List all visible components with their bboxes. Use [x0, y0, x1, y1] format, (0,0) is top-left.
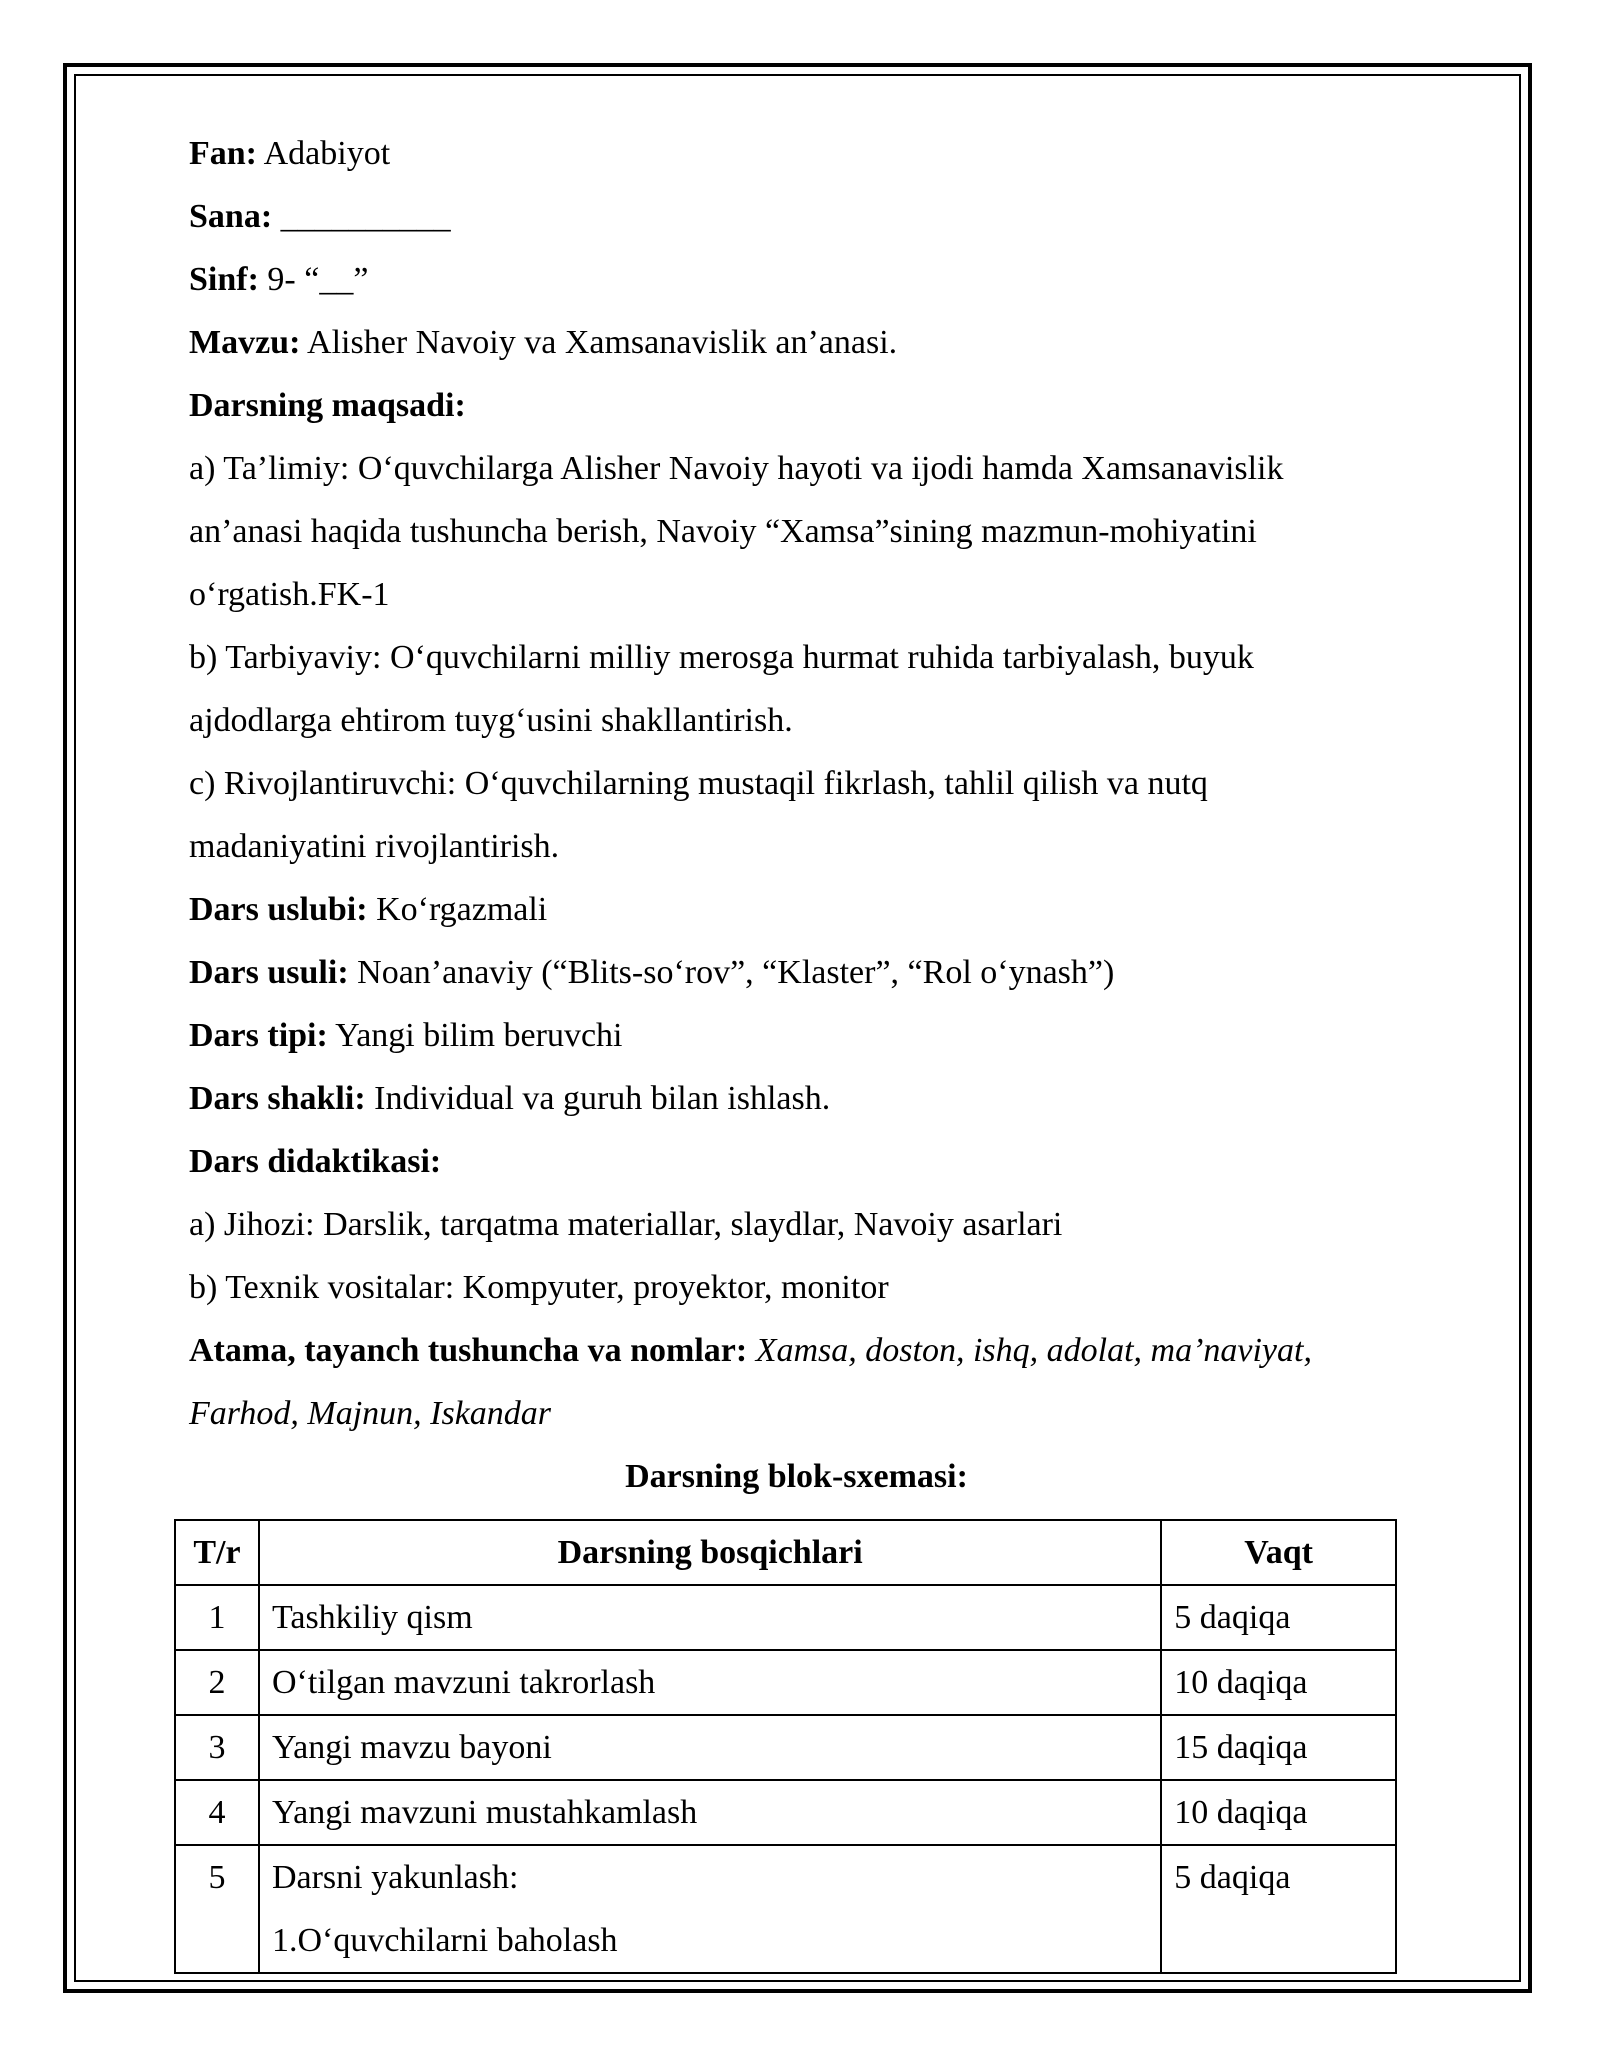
dars-shakli-label: Dars shakli:: [189, 1080, 366, 1117]
dars-tipi-value: Yangi bilim beruvchi: [327, 1017, 623, 1054]
table-row: [175, 1780, 1396, 1845]
dars-tipi-line: [189, 1004, 1404, 1067]
row-stage-cell: [259, 1845, 1161, 1973]
row-stage: Yangi mavzu bayoni: [259, 1715, 1161, 1780]
sana-value: __________: [272, 198, 451, 235]
atama-value-continued: Farhod, Majnun, Iskandar: [189, 1395, 552, 1432]
maqsad-line: an’anasi haqida tushuncha berish, Navoiy “Xamsa”sining mazmun-mohiyatini: [189, 513, 1257, 550]
row-time: 10 daqiqa: [1161, 1650, 1396, 1715]
dars-shakli-value: Individual va guruh bilan ishlash.: [365, 1080, 831, 1117]
maqsad-line: ajdodlarga ehtirom tuyg‘usini shakllantirish.: [189, 702, 793, 739]
row-time: 5 daqiqa: [1161, 1845, 1396, 1973]
dars-usuli-label: Dars usuli:: [189, 954, 349, 991]
didaktika-heading: Dars didaktikasi:: [189, 1143, 442, 1180]
atama-value: Xamsa, doston, ishq, adolat, ma’naviyat,: [747, 1332, 1312, 1369]
row-number: 1: [175, 1585, 259, 1650]
dars-usuli-line: [189, 941, 1404, 1004]
row-time: 5 daqiqa: [1161, 1585, 1396, 1650]
maqsad-heading: Darsning maqsadi:: [189, 387, 466, 424]
column-header-number: T/r: [175, 1520, 259, 1585]
dars-tipi-label: Dars tipi:: [189, 1017, 328, 1054]
column-header-stage: Darsning bosqichlari: [259, 1520, 1161, 1585]
row-stage: O‘tilgan mavzuni takrorlash: [259, 1650, 1161, 1715]
maqsad-line: madaniyatini rivojlantirish.: [189, 828, 560, 865]
row-time: 15 daqiqa: [1161, 1715, 1396, 1780]
dars-uslubi-line: [189, 878, 1404, 941]
column-header-time: Vaqt: [1161, 1520, 1396, 1585]
maqsad-line: a) Ta’limiy: O‘quvchilarga Alisher Navoiy hayoti va ijodi hamda Xamsanavislik: [189, 450, 1284, 487]
mavzu-value: Alisher Navoiy va Xamsanavislik an’anasi.: [300, 324, 898, 361]
row-stage-subitem: 1.O‘quvchilarni baholash: [271, 1922, 618, 1959]
row-number: 2: [175, 1650, 259, 1715]
maqsad-line: o‘rgatish.FK-1: [189, 576, 390, 613]
mavzu-label: Mavzu:: [189, 324, 301, 361]
table-row: [175, 1650, 1396, 1715]
row-stage: Yangi mavzuni mustahkamlash: [259, 1780, 1161, 1845]
maqsad-line: b) Tarbiyaviy: O‘quvchilarni milliy merosga hurmat ruhida tarbiyalash, buyuk: [189, 639, 1254, 676]
dars-uslubi-value: Ko‘rgazmali: [367, 891, 548, 928]
table-row: [175, 1715, 1396, 1780]
sinf-value: 9- “__”: [258, 261, 369, 298]
row-stage: Darsni yakunlash:: [271, 1859, 519, 1896]
dars-uslubi-label: Dars uslubi:: [189, 891, 368, 928]
mavzu-line: [189, 311, 1404, 374]
row-stage: Tashkiliy qism: [259, 1585, 1161, 1650]
maqsad-line: c) Rivojlantiruvchi: O‘quvchilarning mustaqil fikrlash, tahlil qilish va nutq: [189, 765, 1208, 802]
row-number: 4: [175, 1780, 259, 1845]
texnik-line: b) Texnik vositalar: Kompyuter, proyektor, monitor: [189, 1269, 889, 1306]
sana-line: [189, 185, 1404, 248]
dars-usuli-value: Noan’anaviy (“Blits-so‘rov”, “Klaster”, “Rol o‘ynash”): [348, 954, 1115, 991]
sinf-line: [189, 248, 1404, 311]
row-time: 10 daqiqa: [1161, 1780, 1396, 1845]
dars-shakli-line: [189, 1067, 1404, 1130]
atama-label: Atama, tayanch tushuncha va nomlar:: [189, 1332, 748, 1369]
jihozi-line: a) Jihozi: Darslik, tarqatma materiallar, slaydlar, Navoiy asarlari: [189, 1206, 1063, 1243]
atama-line: [189, 1319, 1404, 1382]
table-row: [175, 1845, 1396, 1973]
fan-value: Adabiyot: [257, 135, 391, 172]
table-header-row: [175, 1520, 1396, 1585]
sinf-label: Sinf:: [189, 261, 259, 298]
table-title: Darsning blok-sxemasi:: [625, 1458, 968, 1495]
fan-label: Fan:: [189, 135, 257, 172]
row-number: 5: [175, 1845, 259, 1973]
sana-label: Sana:: [189, 198, 273, 235]
lesson-block-table: [174, 1519, 1397, 1974]
row-number: 3: [175, 1715, 259, 1780]
table-row: [175, 1585, 1396, 1650]
lesson-plan-body: [189, 122, 1404, 1508]
fan-line: [189, 122, 1404, 185]
